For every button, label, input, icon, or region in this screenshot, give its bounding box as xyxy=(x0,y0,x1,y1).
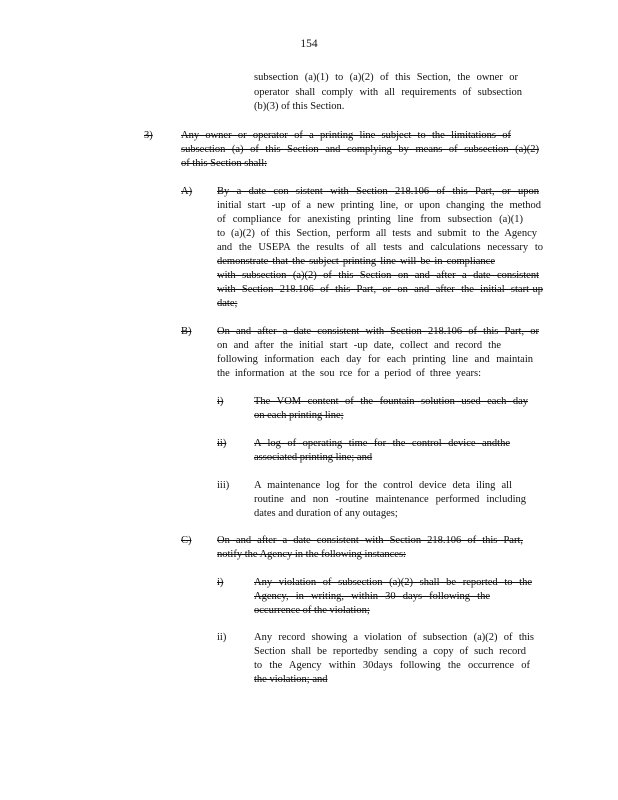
item-c-ii-line-4: the violation; and xyxy=(254,674,328,685)
intro-line-1: subsection (a)(1) to (a)(2) of this Section, the owner or xyxy=(254,72,518,83)
item-a-marker: A) xyxy=(181,186,193,197)
item-a-line-3: of compliance for anexisting printing line from subsection (a)(1) xyxy=(217,214,523,225)
item-b-line-struck: On and after a date consistent with Section 218.106 of this Part, or xyxy=(217,326,539,337)
item-b-i-line-1: The VOM content of the fountain solution used each day xyxy=(254,396,528,407)
item-3-line-1: Any owner or operator of a printing line subject to the limitations of xyxy=(181,130,511,141)
item-3-line-2: subsection (a) of this Section and complying by means of subsection (a)(2) xyxy=(181,144,539,155)
item-b-i-marker: i) xyxy=(217,396,224,407)
item-b-line-4: the information at the sou rce for a period of three years: xyxy=(217,368,481,379)
item-3-marker: 3) xyxy=(144,130,153,141)
item-b-ii-line-1: A log of operating time for the control device andthe xyxy=(254,438,510,449)
item-b-ii-marker: ii) xyxy=(217,438,227,449)
item-c-i-line-3: occurrence of the violation; xyxy=(254,605,370,616)
item-a-line-9: date; xyxy=(217,298,238,309)
item-a-line-4: to (a)(2) of this Section, perform all tests and submit to the Agency xyxy=(217,228,537,239)
item-a-line-5: and the USEPA the results of all tests and calculations necessary to xyxy=(217,242,543,253)
item-c-ii-marker: ii) xyxy=(217,632,227,643)
intro-line-3: (b)(3) of this Section. xyxy=(254,101,345,112)
item-a-line-7: with subsection (a)(2) of this Section on and after a date consistent xyxy=(217,270,539,281)
item-b-marker: B) xyxy=(181,326,192,337)
item-c-ii-line-1: Any record showing a violation of subsection (a)(2) of this xyxy=(254,632,534,643)
item-c-line-1: On and after a date consistent with Section 218.106 of this Part, xyxy=(217,535,523,546)
intro-line-2: operator shall comply with all requirements of subsection xyxy=(254,87,522,98)
item-a-line-8: with Section 218.106 of this Part, or on and after the initial start-up xyxy=(217,284,543,295)
item-b-iii-line-3: dates and duration of any outages; xyxy=(254,508,398,519)
item-c-i-marker: i) xyxy=(217,577,224,588)
item-a-line-2: initial start -up of a new printing line, or upon changing the method xyxy=(217,200,541,211)
item-b-line-3: following information each day for each printing line and maintain xyxy=(217,354,533,365)
item-c-i-line-2: Agency, in writing, within 30 days following the xyxy=(254,591,490,602)
item-a-line-struck: By a date con sistent with Section 218.106 of this Part, or upon xyxy=(217,186,539,197)
item-c-marker: C) xyxy=(181,535,192,546)
item-b-i-line-2: on each printing line; xyxy=(254,410,344,421)
item-b-iii-line-1: A maintenance log for the control device deta iling all xyxy=(254,480,512,491)
item-c-ii-line-3: to the Agency within 30days following the occurrence of xyxy=(254,660,530,671)
item-c-ii-line-2: Section shall be reportedby sending a copy of such record xyxy=(254,646,526,657)
item-a-line-6: demonstrate that the subject printing line will be in compliance xyxy=(217,256,495,267)
item-3-line-3: of this Section shall: xyxy=(181,158,268,169)
item-c-i-line-1: Any violation of subsection (a)(2) shall be reported to the xyxy=(254,577,532,588)
item-b-iii-line-2: routine and non -routine maintenance performed including xyxy=(254,494,526,505)
item-b-line-2: on and after the initial start -up date, collect and record the xyxy=(217,340,501,351)
item-b-ii-line-2: associated printing line; and xyxy=(254,452,373,463)
page-number: 154 xyxy=(300,38,318,50)
item-c-line-2: notify the Agency in the following instances: xyxy=(217,549,406,560)
item-b-iii-marker: iii) xyxy=(217,480,230,491)
